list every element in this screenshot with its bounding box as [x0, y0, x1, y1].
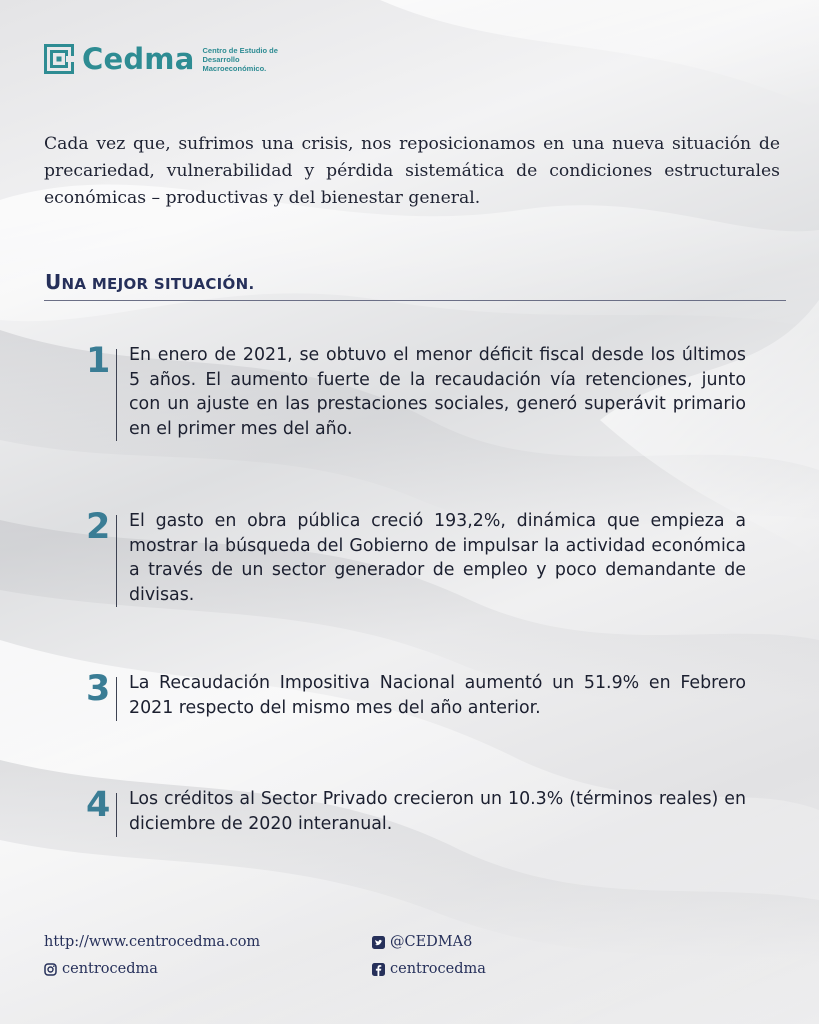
website-link[interactable]: http://www.centrocedma.com: [44, 934, 261, 950]
footer-instagram[interactable]: [44, 961, 158, 977]
instagram-icon: [44, 963, 57, 976]
facebook-handle[interactable]: centrocedma: [390, 961, 486, 977]
facebook-icon: [372, 963, 385, 976]
section-title: [45, 270, 254, 294]
item-text: La Recaudación Impositiva Nacional aumentó un 51.9% en Febrero 2021 respecto del mismo mes del año anterior.: [129, 673, 746, 718]
cedma-logo-icon: [44, 44, 74, 74]
item-number: 4: [86, 785, 111, 825]
twitter-icon: [372, 936, 385, 949]
brand-name: Cedma: [82, 42, 195, 76]
footer-twitter[interactable]: [372, 934, 472, 950]
section-title-initial: U: [45, 270, 62, 294]
instagram-handle[interactable]: centrocedma: [62, 961, 158, 977]
item-number: 3: [86, 669, 111, 709]
brand-tagline: [203, 46, 293, 73]
item-divider: [116, 515, 117, 607]
footer-facebook[interactable]: [372, 961, 486, 977]
item-number: 1: [86, 341, 111, 381]
item-divider: [116, 677, 117, 721]
item-text: Los créditos al Sector Privado crecieron un 10.3% (términos reales) en diciembre de 2020 interanual.: [129, 789, 746, 834]
brand-tagline-line-1: Centro de Estudio de: [202, 45, 278, 55]
item-divider: [116, 793, 117, 837]
brand-logo: [44, 44, 293, 74]
item-divider: [116, 349, 117, 441]
item-number: 2: [86, 507, 111, 547]
brand-tagline-line-2: Desarrollo Macroeconómico.: [202, 54, 267, 73]
twitter-handle[interactable]: @CEDMA8: [390, 934, 473, 950]
intro-paragraph: Cada vez que, sufrimos una crisis, nos reposicionamos en una nueva situación de precariedad, vulnerabilidad y pérdida sistemática de condiciones estructurales económicas – productivas y del bienestar general.: [44, 134, 780, 208]
footer-website[interactable]: [44, 934, 260, 950]
section-divider: [44, 300, 786, 301]
section-title-rest: NA MEJOR SITUACIÓN.: [61, 275, 255, 293]
item-text: En enero de 2021, se obtuvo el menor déficit fiscal desde los últimos 5 años. El aumento fuerte de la recaudación vía retenciones, junto con un ajuste en las prestaciones sociales, generó superávit primario en el primer mes del año.: [129, 345, 746, 439]
item-text: El gasto en obra pública creció 193,2%, dinámica que empieza a mostrar la búsqueda del Gobierno de impulsar la actividad económica a través de un sector generador de empleo y poco demandante de divisas.: [129, 511, 746, 605]
